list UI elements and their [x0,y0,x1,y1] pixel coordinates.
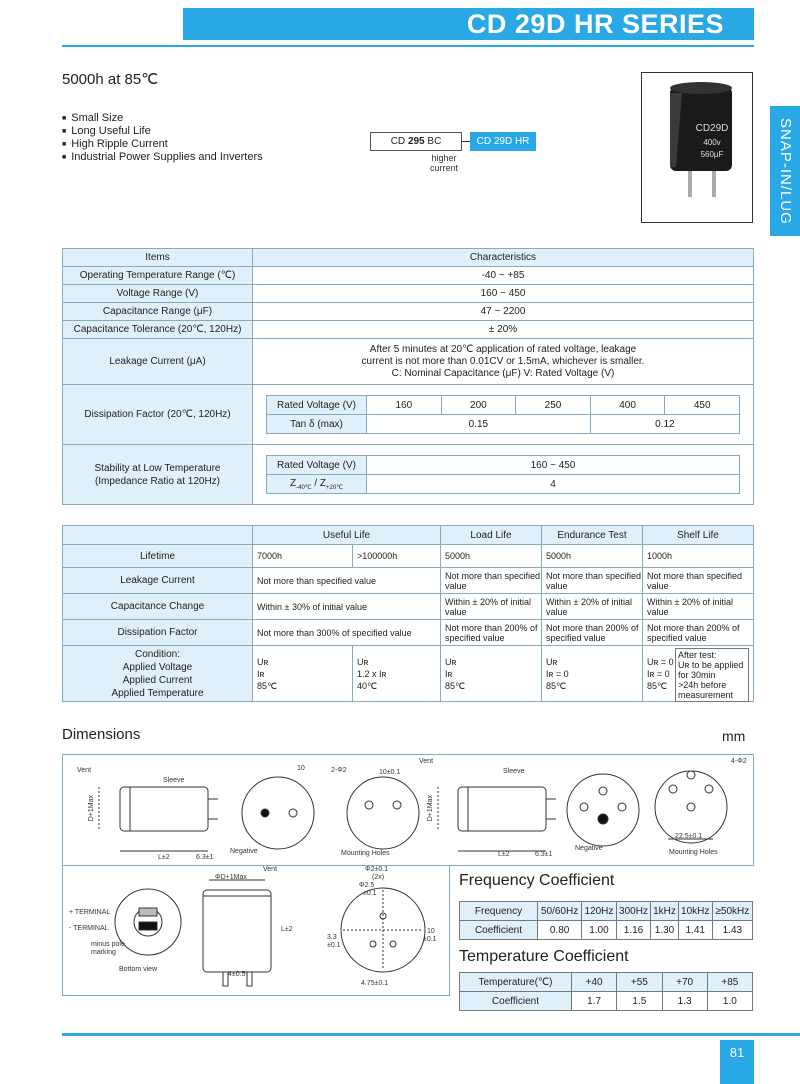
life-df-label: Dissipation Factor [63,620,253,646]
dim-label: Φ2.5 [359,882,375,889]
dim-label: (2x) [372,874,385,881]
lt-impedance-label [267,475,367,494]
dim-label: Vent [419,758,434,765]
dim-label: Mounting Holes [669,849,718,856]
dim-label: 3.3 [327,934,337,941]
df-cell [253,385,754,445]
z-slash: / Z [311,477,327,489]
condition-value: Uʀ [445,656,457,667]
lc-value: Not more than specified value [643,568,754,594]
life-df-value: Not more than 300% of specified value [253,620,441,646]
dim-label: L±2 [498,851,510,858]
z-sub: -40℃ [296,484,312,491]
title-divider [62,45,754,47]
condition-value: Uʀ [357,656,369,667]
condition-label: Condition: [134,648,181,660]
shelf-note-line: After test: [678,650,717,660]
dim-label: Φ2±0.1 [365,866,389,873]
condition-endurance [542,646,643,702]
spec-label: Capacitance Tolerance (20℃, 120Hz) [63,321,253,339]
df-rated-label: Rated Voltage (V) [267,396,367,415]
flow-note-2: current [430,163,459,173]
dim-label: ±0.1 [363,890,377,897]
freq-coef: 1.16 [616,921,651,940]
freq-header: 10kHz [678,902,712,921]
dimension-svg-bottom [63,866,451,996]
dim-label: Negative [230,848,258,855]
condition-load [441,646,542,702]
capacitor-photo [641,72,753,223]
shelf-note-line: Uʀ to be applied [678,660,744,670]
temp-coef: 1.5 [617,992,662,1011]
feature-item: ■ High Ripple Current [62,138,263,151]
df-voltage: 250 [516,396,591,415]
items-header: Items [63,249,253,267]
dim-label: ±0.1 [423,936,437,943]
life-header: Endurance Test [542,526,643,545]
lt-range: 160 ~ 450 [367,456,740,475]
dim-label: 2-Φ2 [331,767,347,774]
page-number: 81 [720,1040,754,1084]
spec-label: Operating Temperature Range (℃) [63,267,253,285]
condition-value: 85℃ [546,680,567,691]
frequency-table [459,901,753,940]
lc-label: Leakage Current [63,568,253,594]
cc-value: Within ± 20% of initial value [542,594,643,620]
dim-label: 6.3±1 [535,851,553,858]
feature-item: ■ Small Size [62,112,263,125]
dim-label: + TERMINAL [69,909,111,916]
life-df-value: Not more than 200% of specified value [542,620,643,646]
dim-label: 10 [427,928,435,935]
lifetime-value: 5000h [441,545,542,568]
dim-label: 6.3±1 [196,854,214,861]
freq-coef: 1.00 [582,921,617,940]
photo-text-3: 560μF [700,150,724,159]
leakage-line: current is not more than 0.01CV or 1.5mA, whichever is smaller. [361,355,645,367]
condition-value: Iʀ = 0 [546,668,569,679]
dim-label: Vent [77,767,92,774]
leakage-line: C: Nominal Capacitance (μF) V: Rated Voltage (V) [391,367,615,379]
life-df-value: Not more than 200% of specified value [441,620,542,646]
temp-coef: 1.7 [572,992,617,1011]
condition-value: Uʀ [257,656,269,667]
lt-value: 4 [367,475,740,494]
source-suffix: BC [424,136,442,147]
characteristics-header: Characteristics [253,249,754,267]
df-voltage: 160 [367,396,442,415]
condition-useful-1 [253,646,353,702]
df-label: Dissipation Factor (20℃, 120Hz) [63,385,253,445]
df-tan-label: Tan δ (max) [267,415,367,434]
life-corner [63,526,253,545]
spec-value: -40 ~ +85 [253,267,754,285]
condition-value: 85℃ [257,680,278,691]
source-series-box [370,132,462,151]
photo-text-1: CD29D [695,123,729,134]
leakage-value [253,339,754,385]
dim-label: - TERMINAL [69,925,109,932]
temperature-table [459,972,753,1011]
temp-coef: 1.0 [707,992,752,1011]
dimension-svg-top [63,755,753,865]
condition-value: Uʀ [546,656,558,667]
leakage-line: After 5 minutes at 20℃ application of rated voltage, leakage [369,343,637,355]
lt-label-line: Stability at Low Temperature [94,462,221,474]
temp-header: +70 [662,973,707,992]
temp-header: +55 [617,973,662,992]
dim-label: L±2 [281,926,293,933]
freq-coef-label: Coefficient [460,921,538,940]
lc-value: Not more than specified value [253,568,441,594]
df-tan-value: 0.12 [590,415,739,434]
dim-label: minus pole [91,941,125,948]
dim-label: 4±0.5 [228,971,246,978]
lc-value: Not more than specified value [542,568,643,594]
dimensions-unit: mm [722,728,746,744]
leakage-label: Leakage Current (μA) [63,339,253,385]
feature-list [62,112,263,164]
condition-value: 1.2 x Iʀ [357,668,387,679]
temp-coef-label: Coefficient [460,992,572,1011]
temperature-title: Temperature Coefficient [459,948,629,965]
source-bold: 295 [407,136,425,147]
df-subtable [266,395,740,434]
condition-shelf [643,646,754,702]
lifetime-value: 5000h [542,545,643,568]
freq-label: Frequency [460,902,538,921]
lifetime-value: >100000h [353,545,441,568]
series-title: CD 29D HR SERIES [183,8,754,40]
life-header: Useful Life [253,526,441,545]
spec-value: 160 ~ 450 [253,285,754,303]
temp-label: Temperature(℃) [460,973,572,992]
dim-label: ΦD+1Max [215,874,247,881]
flow-note-1: higher [431,153,457,163]
dim-label: 10±0.1 [379,769,401,776]
freq-header: 300Hz [616,902,651,921]
spec-value: ± 20% [253,321,754,339]
condition-label: Applied Temperature [111,687,204,699]
lt-rated-label: Rated Voltage (V) [267,456,367,475]
dim-label: marking [91,949,116,956]
frequency-title: Frequency Coefficient [459,872,615,889]
life-header: Shelf Life [643,526,754,545]
freq-header: 1kHz [651,902,678,921]
dim-label: Sleeve [503,768,525,775]
snap-in-lug-tab[interactable]: SNAP-IN/LUG [770,106,800,236]
condition-value: Iʀ = 0 [647,668,670,679]
spec-table [62,248,754,505]
condition-value: 85℃ [647,680,668,691]
dim-label: D+1Max [88,795,95,822]
df-voltage: 200 [441,396,516,415]
cc-value: Within ± 20% of initial value [441,594,542,620]
shelf-note-line: for 30min [678,670,716,680]
dim-label: L±2 [158,854,170,861]
shelf-note-line: >24h before [678,680,727,690]
dim-label: ±0.1 [327,942,341,949]
condition-value: Iʀ [257,668,265,679]
freq-header: 120Hz [582,902,617,921]
dimension-drawings-bottom [62,866,450,996]
dim-label: D+1Max [427,795,434,822]
target-series-box: CD 29D HR [470,132,536,151]
condition-labels [63,646,253,702]
dim-label: 10 [297,765,305,772]
spec-value: 47 ~ 2200 [253,303,754,321]
df-tan-value: 0.15 [367,415,591,434]
photo-text-2: 400v [703,138,721,147]
dim-label: Vent [263,866,278,873]
cc-value: Within ± 30% of initial value [253,594,441,620]
condition-label: Applied Current [122,674,193,686]
lt-subtable [266,455,740,494]
life-subtitle: 5000h at 85℃ [62,71,159,88]
lc-value: Not more than specified value [441,568,542,594]
lt-label-line: (Impedance Ratio at 120Hz) [94,475,221,487]
dimension-drawings-top [62,754,754,866]
flow-arrow [462,141,470,142]
lifetime-value: 7000h [253,545,353,568]
freq-coef: 1.41 [678,921,712,940]
dim-label: 4-Φ2 [731,758,747,765]
lt-label [63,445,253,505]
source-prefix: CD [390,136,408,147]
dim-label: 4.75±0.1 [361,980,389,987]
lt-cell [253,445,754,505]
z-symbol: Z [290,477,297,489]
dim-label: Negative [575,845,603,852]
shelf-note [675,648,749,702]
shelf-note-line: measurement [678,690,734,700]
condition-label: Applied Voltage [122,661,193,673]
lifetime-label: Lifetime [63,545,253,568]
temp-coef: 1.3 [662,992,707,1011]
spec-label: Voltage Range (V) [63,285,253,303]
dimensions-title: Dimensions [62,726,141,743]
freq-header: ≥50kHz [712,902,752,921]
life-table [62,525,754,702]
cc-label: Capacitance Change [63,594,253,620]
df-voltage: 400 [590,396,665,415]
freq-coef: 1.30 [651,921,678,940]
condition-value: 40℃ [357,680,378,691]
condition-value: Iʀ [445,668,453,679]
temp-header: +85 [707,973,752,992]
temp-header: +40 [572,973,617,992]
freq-coef: 1.43 [712,921,752,940]
freq-header: 50/60Hz [538,902,582,921]
freq-coef: 0.80 [538,921,582,940]
condition-value: Uʀ = 0 [647,656,674,667]
z-sub: +20℃ [326,484,343,491]
dim-label: Sleeve [163,777,185,784]
condition-value: 85℃ [445,680,466,691]
dim-label: Bottom view [119,966,158,973]
condition-useful-2 [353,646,441,702]
cc-value: Within ± 20% of initial value [643,594,754,620]
flow-note [430,153,458,173]
df-voltage: 450 [665,396,740,415]
spec-label: Capacitance Range (μF) [63,303,253,321]
footer-divider [62,1033,800,1036]
life-df-value: Not more than 200% of specified value [643,620,754,646]
life-header: Load Life [441,526,542,545]
feature-item: ■ Long Useful Life [62,125,263,138]
dim-label: 22.5±0.1 [675,833,703,840]
feature-item: ■ Industrial Power Supplies and Inverters [62,151,263,164]
dim-label: Mounting Holes [341,850,390,857]
lifetime-value: 1000h [643,545,754,568]
